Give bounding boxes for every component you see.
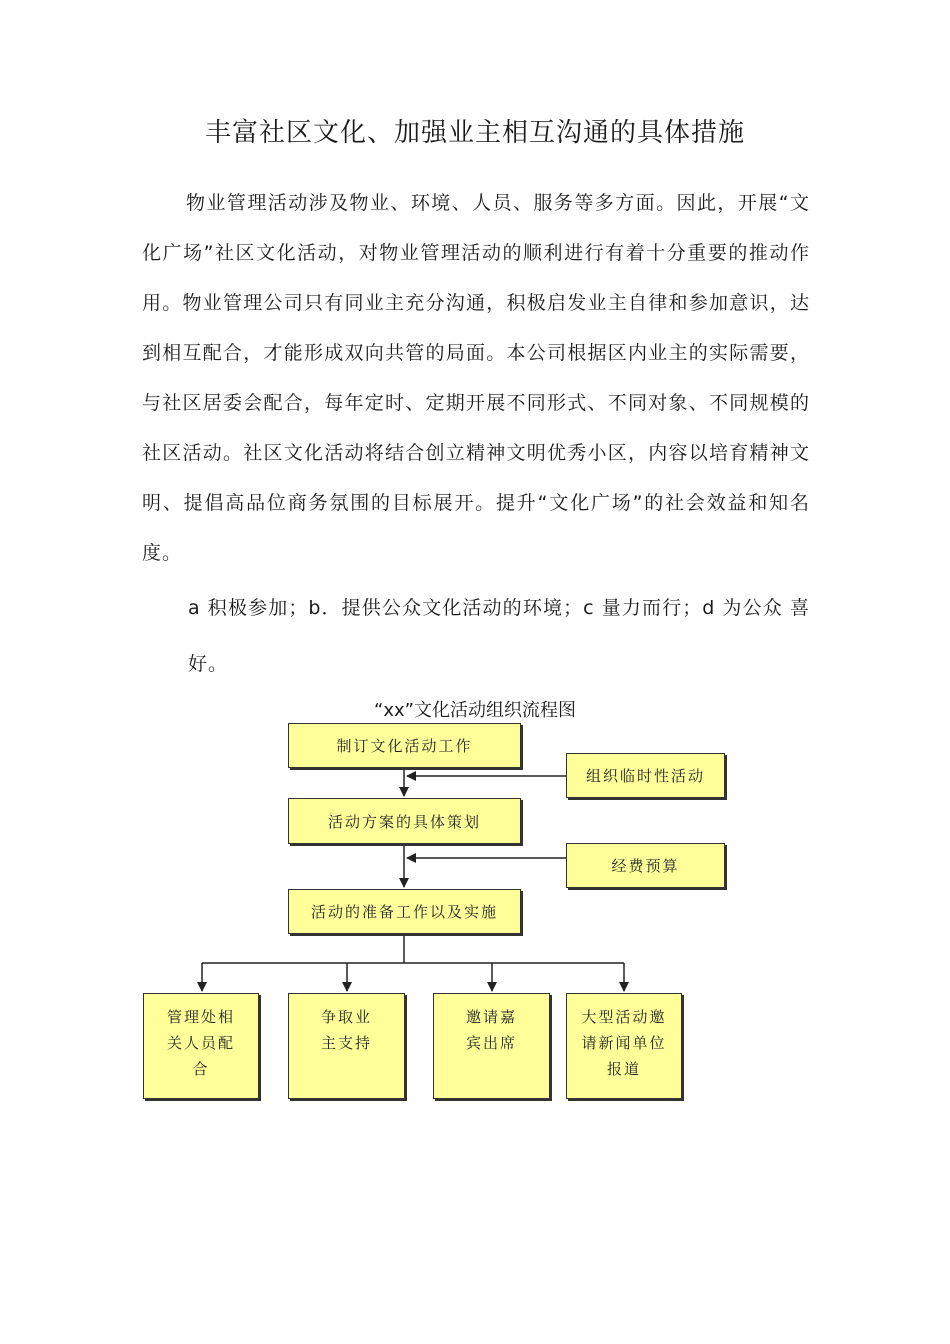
flowchart-title: “xx”文化活动组织流程图 [374, 700, 576, 721]
flow-step-preparation-implementation: 活动的准备工作以及实施 [288, 889, 521, 934]
flow-branch-staff-cooperation: 管理处相关人员配合 [143, 993, 259, 1099]
flow-step-detailed-planning: 活动方案的具体策划 [288, 798, 521, 844]
flow-side-temporary-activities: 组织临时性活动 [566, 753, 725, 798]
options-paragraph: a 积极参加；b．提供公众文化活动的环境；c 量力而行；d 为公众 喜好。 [188, 597, 810, 675]
flow-branch-media-coverage: 大型活动邀请新闻单位报道 [566, 993, 682, 1099]
flow-branch-owner-support: 争取业主支持 [288, 993, 405, 1099]
flow-step-plan-work: 制订文化活动工作 [288, 723, 521, 768]
body-paragraph: 物业管理活动涉及物业、环境、人员、服务等多方面。因此，开展“文化广场”社区文化活动，对物业管理活动的顺利进行有着十分重要的推动作用。物业管理公司只有同业主充分沟通，积极启发业主自律和参加意识，达到相互配合，才能形成双向共管的局面。本公司根据区内业主的实际需要，与社区居委会配合，每年定时、定期开展不同形式、不同对象、不同规模的社区活动。社区文化活动将结合创立精神文明优秀小区，内容以培育精神文明、提倡高品位商务氛围的目标展开。提升“文化广场”的社会效益和知名度。 [142, 192, 810, 564]
flow-side-budget: 经费预算 [566, 843, 725, 888]
page-title: 丰富社区文化、加强业主相互沟通的具体措施 [204, 118, 745, 148]
flow-branch-invite-guests: 邀请嘉宾出席 [433, 993, 550, 1099]
